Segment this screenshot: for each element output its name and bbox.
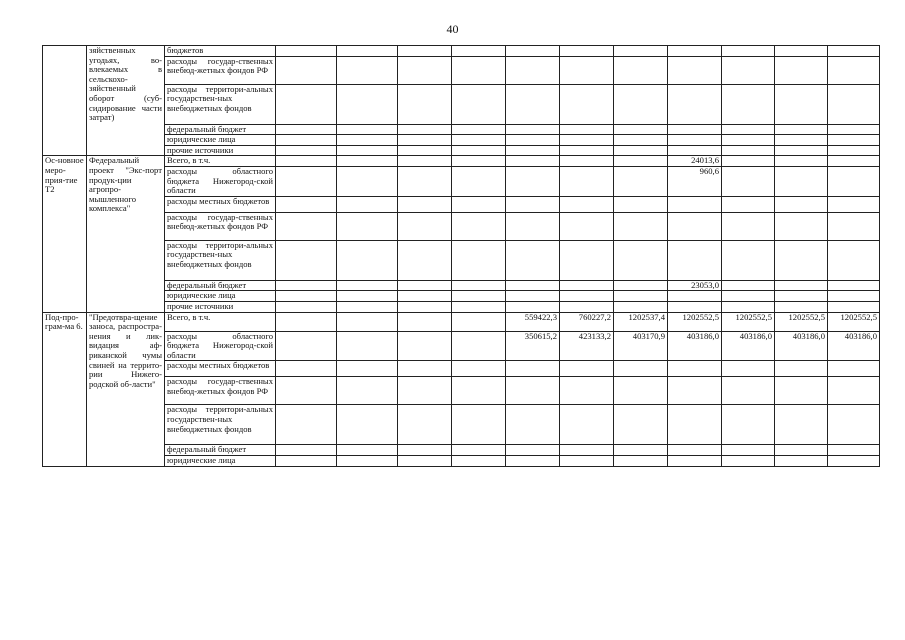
amount-cell [560,291,614,302]
amount-cell [276,445,337,456]
amount-cell [276,361,337,377]
amount-cell [668,240,722,280]
amount-cell [722,445,775,456]
amount-cell [506,166,560,196]
amount-cell [337,445,398,456]
amount-cell [506,196,560,212]
amount-cell [828,212,880,240]
amount-cell [506,240,560,280]
amount-cell [775,156,828,167]
amount-cell [337,280,398,291]
amount-cell [337,135,398,146]
amount-cell [398,240,452,280]
amount-cell [828,56,880,84]
funding-source: расходы областного бюджета Нижегород-ской области [165,166,276,196]
table-row [43,405,880,445]
amount-cell [337,212,398,240]
amount-cell [398,331,452,361]
amount-cell [614,145,668,156]
amount-cell [828,135,880,146]
funding-source: прочие источники [165,301,276,312]
amount-cell [276,280,337,291]
amount-cell [722,377,775,405]
amount-cell [560,361,614,377]
table-row [43,240,880,280]
amount-cell [775,291,828,302]
amount-cell: 350615,2 [506,331,560,361]
amount-cell [337,405,398,445]
amount-cell: 403170,9 [614,331,668,361]
table-row [43,84,880,124]
amount-cell [828,280,880,291]
amount-cell [452,84,506,124]
table-row [43,156,880,167]
amount-cell: 1202552,5 [775,312,828,331]
amount-cell [775,196,828,212]
amount-cell [775,240,828,280]
funding-source: бюджетов [165,46,276,57]
amount-cell [828,455,880,466]
amount-cell [398,361,452,377]
table-row [43,312,880,331]
table-row [43,196,880,212]
amount-cell [722,135,775,146]
amount-cell [775,445,828,456]
amount-cell [668,291,722,302]
amount-cell: 1202537,4 [614,312,668,331]
amount-cell [775,124,828,135]
amount-cell [775,46,828,57]
amount-cell [506,280,560,291]
amount-cell [337,124,398,135]
amount-cell [276,212,337,240]
amount-cell [398,301,452,312]
amount-cell [398,377,452,405]
amount-cell: 423133,2 [560,331,614,361]
amount-cell [398,84,452,124]
amount-cell [452,124,506,135]
amount-cell [722,84,775,124]
amount-cell [337,377,398,405]
amount-cell [722,280,775,291]
amount-cell [337,156,398,167]
amount-cell [398,166,452,196]
amount-cell [560,455,614,466]
amount-cell [722,56,775,84]
table-row [43,455,880,466]
table-row [43,361,880,377]
amount-cell [560,145,614,156]
funding-source: федеральный бюджет [165,280,276,291]
table-row [43,377,880,405]
amount-cell [668,455,722,466]
amount-cell [276,312,337,331]
amount-cell [828,124,880,135]
amount-cell [722,455,775,466]
amount-cell [452,377,506,405]
amount-cell [722,46,775,57]
amount-cell [452,56,506,84]
amount-cell [614,124,668,135]
amount-cell [398,156,452,167]
amount-cell [722,301,775,312]
amount-cell [722,361,775,377]
amount-cell [506,405,560,445]
amount-cell [276,84,337,124]
table-row [43,46,880,57]
amount-cell [506,156,560,167]
amount-cell [614,291,668,302]
amount-cell [828,166,880,196]
amount-cell [828,405,880,445]
amount-cell [775,56,828,84]
amount-cell [452,196,506,212]
amount-cell [276,377,337,405]
funding-source: расходы государ-ственных внебюд-жетных фондов РФ [165,212,276,240]
amount-cell [276,331,337,361]
amount-cell [560,135,614,146]
amount-cell: 403186,0 [775,331,828,361]
amount-cell [614,135,668,146]
program-label: Под-про-грам-ма 6. [43,312,87,466]
amount-cell [560,166,614,196]
amount-cell [398,196,452,212]
amount-cell [668,135,722,146]
amount-cell [276,56,337,84]
amount-cell [775,361,828,377]
amount-cell [398,135,452,146]
amount-cell [828,291,880,302]
amount-cell [398,212,452,240]
amount-cell [668,361,722,377]
amount-cell [506,124,560,135]
amount-cell [722,291,775,302]
funding-source: расходы местных бюджетов [165,361,276,377]
amount-cell [398,280,452,291]
amount-cell [614,84,668,124]
table-row [43,145,880,156]
funding-source: расходы территори-альных государствен-ных внебюджетных фондов [165,240,276,280]
amount-cell [506,455,560,466]
amount-cell [506,301,560,312]
amount-cell [276,240,337,280]
funding-source: прочие источники [165,145,276,156]
funding-source: расходы территори-альных государствен-ных внебюджетных фондов [165,405,276,445]
amount-cell [614,156,668,167]
amount-cell [276,405,337,445]
amount-cell [828,361,880,377]
amount-cell [614,455,668,466]
amount-cell: 559422,3 [506,312,560,331]
amount-cell [560,445,614,456]
amount-cell [775,455,828,466]
amount-cell [560,280,614,291]
table-row [43,135,880,146]
program-description: зяйственных угодьях, во-влекаемых в сельскохо-зяйственный оборот (суб-сидирование части затрат) [87,46,165,156]
amount-cell: 23053,0 [668,280,722,291]
amount-cell [828,156,880,167]
amount-cell [337,361,398,377]
funding-source: юридические лица [165,135,276,146]
table-row [43,301,880,312]
amount-cell [398,56,452,84]
amount-cell [614,166,668,196]
amount-cell [560,156,614,167]
amount-cell [828,46,880,57]
amount-cell [614,212,668,240]
amount-cell [775,301,828,312]
amount-cell [337,240,398,280]
amount-cell [506,291,560,302]
amount-cell [828,445,880,456]
amount-cell [452,361,506,377]
amount-cell [452,156,506,167]
amount-cell [775,405,828,445]
amount-cell [452,301,506,312]
amount-cell [276,145,337,156]
amount-cell [506,361,560,377]
amount-cell [276,196,337,212]
amount-cell [506,145,560,156]
amount-cell [337,312,398,331]
amount-cell [668,84,722,124]
table-row [43,331,880,361]
amount-cell [828,301,880,312]
amount-cell [337,145,398,156]
amount-cell: 403186,0 [668,331,722,361]
amount-cell [775,377,828,405]
amount-cell [276,46,337,57]
amount-cell [398,46,452,57]
amount-cell [337,56,398,84]
amount-cell [668,46,722,57]
funding-source: юридические лица [165,291,276,302]
amount-cell [668,196,722,212]
amount-cell [337,291,398,302]
program-description: Федеральный проект "Экс-порт продук-ции агропро-мышленного комплекса" [87,156,165,312]
amount-cell [398,145,452,156]
amount-cell [828,145,880,156]
program-label [43,46,87,156]
amount-cell [337,455,398,466]
amount-cell [614,240,668,280]
amount-cell [276,166,337,196]
table-row [43,124,880,135]
funding-source: юридические лица [165,455,276,466]
amount-cell [614,196,668,212]
amount-cell [614,361,668,377]
amount-cell [276,291,337,302]
amount-cell: 960,6 [668,166,722,196]
program-description: "Предотвра-щение заноса, распростра-нения и лик-видация аф-риканской чумы свиней на террито-рии Нижего-родской об-ласти" [87,312,165,466]
table-row [43,280,880,291]
amount-cell [506,135,560,146]
amount-cell [276,455,337,466]
amount-cell [398,445,452,456]
amount-cell [276,301,337,312]
amount-cell [722,145,775,156]
amount-cell [337,84,398,124]
table-row [43,166,880,196]
table-row [43,56,880,84]
amount-cell [506,46,560,57]
amount-cell [560,405,614,445]
funding-source: расходы местных бюджетов [165,196,276,212]
amount-cell [668,212,722,240]
amount-cell [722,196,775,212]
amount-cell [775,145,828,156]
funding-source: Всего, в т.ч. [165,312,276,331]
amount-cell [775,166,828,196]
amount-cell [722,124,775,135]
amount-cell [614,280,668,291]
amount-cell [722,212,775,240]
amount-cell [452,46,506,57]
amount-cell: 403186,0 [828,331,880,361]
funding-source: расходы территори-альных государствен-ных внебюджетных фондов [165,84,276,124]
amount-cell [560,46,614,57]
amount-cell: 403186,0 [722,331,775,361]
amount-cell [722,240,775,280]
funding-source: Всего, в т.ч. [165,156,276,167]
amount-cell [560,377,614,405]
amount-cell [276,156,337,167]
amount-cell [337,331,398,361]
amount-cell [452,166,506,196]
amount-cell [614,377,668,405]
amount-cell [668,445,722,456]
amount-cell [452,405,506,445]
amount-cell [668,145,722,156]
amount-cell [337,196,398,212]
amount-cell [560,56,614,84]
amount-cell [775,212,828,240]
amount-cell [668,377,722,405]
amount-cell [775,135,828,146]
amount-cell [668,56,722,84]
amount-cell [506,56,560,84]
amount-cell [614,46,668,57]
amount-cell [452,455,506,466]
amount-cell [506,377,560,405]
amount-cell [828,84,880,124]
funding-source: расходы государ-ственных внебюд-жетных фондов РФ [165,56,276,84]
page-number: 40 [446,22,459,36]
amount-cell [560,84,614,124]
amount-cell: 1202552,5 [828,312,880,331]
amount-cell: 1202552,5 [722,312,775,331]
amount-cell [828,240,880,280]
funding-source: расходы областного бюджета Нижегород-ской области [165,331,276,361]
amount-cell [722,156,775,167]
table-row [43,445,880,456]
amount-cell [560,240,614,280]
amount-cell [560,212,614,240]
amount-cell [276,135,337,146]
amount-cell [452,135,506,146]
program-label: Ос-новное меро-прия-тие Т2 [43,156,87,312]
amount-cell [668,124,722,135]
amount-cell: 1202552,5 [668,312,722,331]
funding-source: расходы государ-ственных внебюд-жетных фондов РФ [165,377,276,405]
funding-table [42,45,880,467]
amount-cell [775,280,828,291]
amount-cell: 24013,6 [668,156,722,167]
amount-cell [560,124,614,135]
amount-cell [668,405,722,445]
table-row [43,212,880,240]
amount-cell [452,240,506,280]
amount-cell [775,84,828,124]
amount-cell [398,312,452,331]
amount-cell [452,331,506,361]
amount-cell [398,455,452,466]
amount-cell [506,212,560,240]
amount-cell [828,377,880,405]
amount-cell [722,405,775,445]
table-body [43,46,880,467]
amount-cell [560,196,614,212]
table-row [43,291,880,302]
amount-cell [398,124,452,135]
amount-cell [398,291,452,302]
amount-cell [506,445,560,456]
amount-cell [614,56,668,84]
amount-cell [614,445,668,456]
amount-cell [276,124,337,135]
amount-cell [506,84,560,124]
amount-cell [337,46,398,57]
amount-cell [398,405,452,445]
amount-cell [668,301,722,312]
amount-cell [614,301,668,312]
amount-cell [614,405,668,445]
amount-cell [452,445,506,456]
amount-cell [337,301,398,312]
amount-cell [452,280,506,291]
amount-cell [452,212,506,240]
amount-cell [337,166,398,196]
amount-cell [560,301,614,312]
amount-cell [452,145,506,156]
funding-source: федеральный бюджет [165,124,276,135]
amount-cell [722,166,775,196]
amount-cell [452,291,506,302]
amount-cell: 760227,2 [560,312,614,331]
funding-source: федеральный бюджет [165,445,276,456]
amount-cell [452,312,506,331]
amount-cell [828,196,880,212]
